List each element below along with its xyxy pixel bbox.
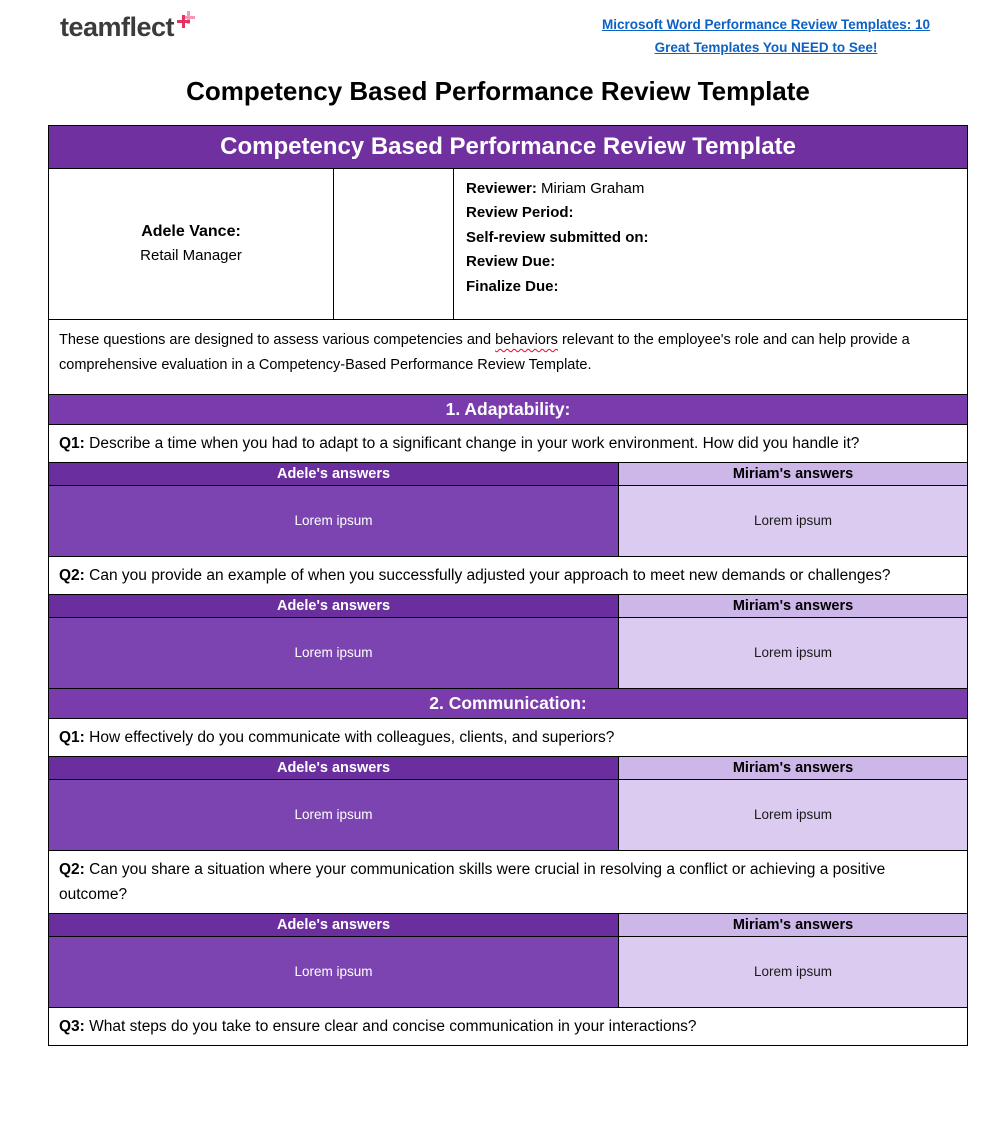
- page-header: [0, 0, 996, 60]
- question-text: Can you share a situation where your communication skills were crucial in resolving a conflict or achieving a positive outcome?: [59, 860, 886, 903]
- description-text-before: These questions are designed to assess various competencies and: [59, 331, 496, 348]
- answers-header-row: [49, 462, 967, 485]
- table-title-bar: Competency Based Performance Review Template: [49, 126, 967, 168]
- review-field: [466, 201, 955, 226]
- adele-answers-header: Adele's answers: [49, 463, 619, 485]
- review-field-label: Finalize Due:: [466, 277, 559, 295]
- employee-cell: [49, 169, 334, 319]
- misspelled-word: behaviors: [495, 331, 558, 348]
- adele-answers-header: Adele's answers: [49, 595, 619, 617]
- sections-container: [49, 394, 967, 1045]
- question-row: [49, 850, 967, 913]
- review-field: [466, 275, 955, 300]
- answers-row: [49, 485, 967, 556]
- question-text: Can you provide an example of when you successfully adjusted your approach to meet new demands or challenges?: [84, 566, 891, 584]
- review-field-label: Review Due:: [466, 253, 556, 271]
- review-table: [48, 125, 968, 1046]
- description-cell: [49, 319, 967, 394]
- adele-answer-cell[interactable]: Lorem ipsum: [49, 780, 619, 850]
- review-fields-cell: [454, 169, 967, 319]
- miriam-answers-header: Miriam's answers: [619, 595, 967, 617]
- question-row: [49, 1007, 967, 1045]
- answers-row: [49, 779, 967, 850]
- question-label: Q1:: [59, 434, 85, 452]
- miriam-answers-header: Miriam's answers: [619, 463, 967, 485]
- document-title: Competency Based Performance Review Template: [186, 75, 810, 106]
- review-field: [466, 250, 955, 275]
- adele-answer-cell[interactable]: Lorem ipsum: [49, 486, 619, 556]
- adele-answers-header: Adele's answers: [49, 914, 619, 936]
- employee-role: Retail Manager: [140, 247, 242, 265]
- teamflect-logo-text: teamflect: [60, 12, 175, 42]
- question-label: Q1:: [59, 728, 85, 746]
- review-field: [466, 226, 955, 251]
- question-label: Q2:: [59, 566, 85, 584]
- photo-cell: [334, 169, 454, 319]
- question-text: What steps do you take to ensure clear and concise communication in your interactions?: [84, 1017, 697, 1035]
- question-row: [49, 424, 967, 462]
- answers-header-row: [49, 756, 967, 779]
- review-field-value: Miriam Graham: [536, 179, 645, 197]
- review-field-label: Review Period:: [466, 204, 574, 222]
- answers-header-row: [49, 913, 967, 936]
- section-header: 2. Communication:: [49, 688, 967, 718]
- plus-icon-main: [177, 15, 190, 28]
- answers-row: [49, 617, 967, 688]
- adele-answers-header: Adele's answers: [49, 757, 619, 779]
- answers-header-row: [49, 594, 967, 617]
- adele-answer-cell[interactable]: Lorem ipsum: [49, 618, 619, 688]
- question-text: How effectively do you communicate with colleagues, clients, and superiors?: [84, 728, 615, 746]
- question-label: Q3:: [59, 1017, 85, 1035]
- review-field: [466, 177, 955, 202]
- review-field-label: Self-review submitted on:: [466, 228, 649, 246]
- miriam-answer-cell[interactable]: Lorem ipsum: [619, 780, 967, 850]
- miriam-answer-cell[interactable]: Lorem ipsum: [619, 618, 967, 688]
- answers-row: [49, 936, 967, 1007]
- miriam-answers-header: Miriam's answers: [619, 914, 967, 936]
- employee-info-row: [49, 168, 967, 319]
- teamflect-logo: [60, 14, 195, 41]
- miriam-answer-cell[interactable]: Lorem ipsum: [619, 486, 967, 556]
- miriam-answer-cell[interactable]: Lorem ipsum: [619, 937, 967, 1007]
- employee-name: Adele Vance:: [141, 223, 241, 241]
- review-field-label: Reviewer:: [466, 179, 537, 197]
- question-row: [49, 718, 967, 756]
- description-text-after: relevant to the employee's role and can help provide a comprehensive evaluation in a Competency-Based Performance Review Template.: [59, 331, 910, 373]
- section-header: 1. Adaptability:: [49, 394, 967, 424]
- question-label: Q2:: [59, 860, 85, 878]
- question-row: [49, 556, 967, 594]
- teamflect-plus-icon: [177, 14, 195, 32]
- article-hyperlink[interactable]: Microsoft Word Performance Review Templates: 10 Great Templates You NEED to See!: [601, 17, 931, 55]
- miriam-answers-header: Miriam's answers: [619, 757, 967, 779]
- adele-answer-cell[interactable]: Lorem ipsum: [49, 937, 619, 1007]
- question-text: Describe a time when you had to adapt to a significant change in your work environment. How did you handle it?: [84, 434, 860, 452]
